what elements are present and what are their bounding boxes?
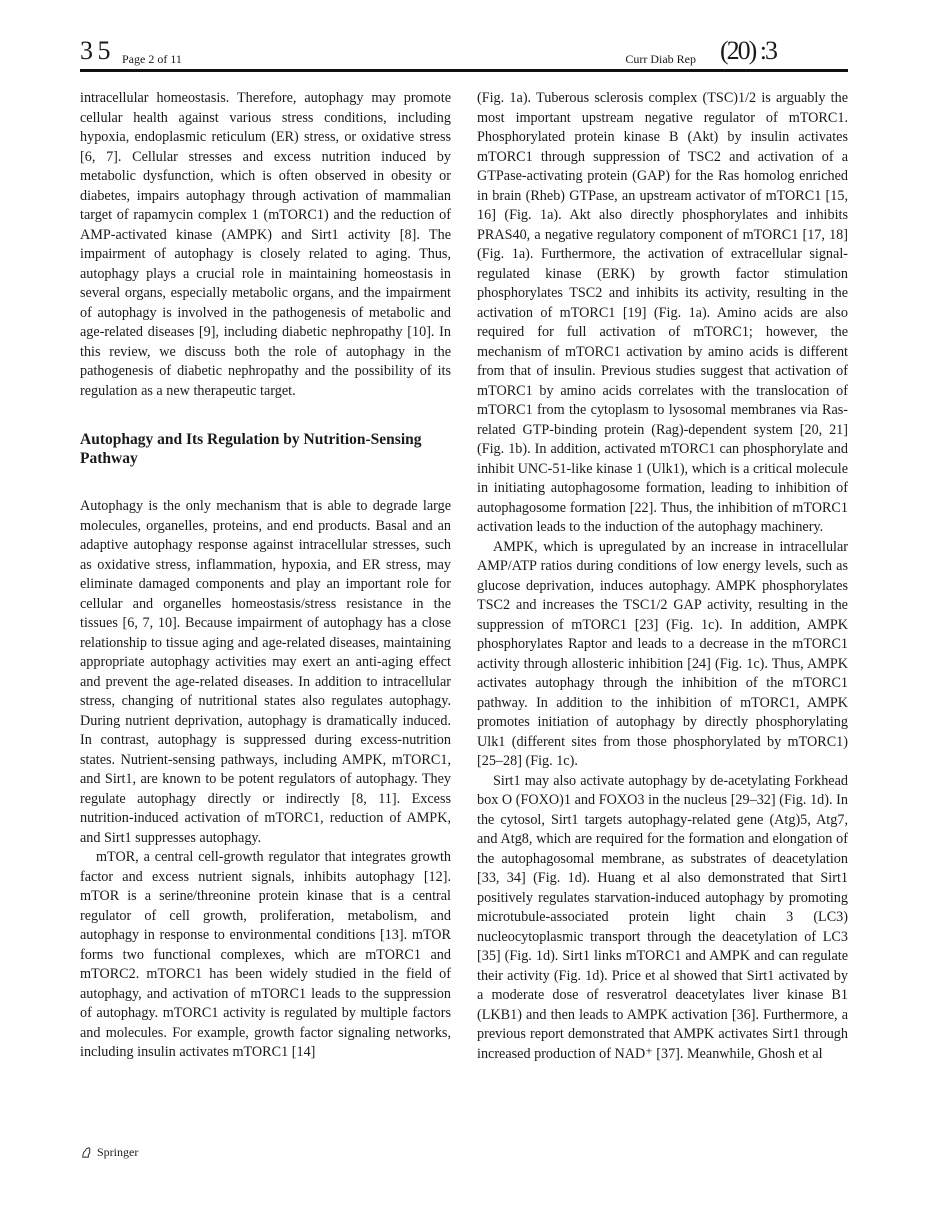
body-paragraph: (Fig. 1a). Tuberous sclerosis complex (TSC)1/2 is arguably the most important upstream negative regulator of mTORC1. Phosphorylated protein kinase B (Akt) by insulin activates mTORC1 through suppression of TSC2 and activation of a GTPase-activating protein (GAP) for the Ras homolog enriched in brain (Rheb) GTPase, an upstream activator of mTORC1 [15, 16] (Fig. 1a). Akt also directly phosphorylates and inhibits PRAS40, a negative regulatory component of mTORC1 [17, 18] (Fig. 1a). Furthermore, the activation of extracellular signal-regulated kinase (ERK) by growth factor stimulation phosphorylates TSC2 and inhibits its activity, resulting in the activation of mTORC1 [19] (Fig. 1a). Amino acids are also required for full activation of mTORC1; however, the mechanism of mTORC1 activation by amino acids is different from that of insulin. Previous studies suggest that activation of mTORC1 by amino acids correlates with the translocation of mTORC1 from the cytoplasm to lysosomal membranes via Ras-related GTP-binding protein (Rag)-dependent system [20, 21] (Fig. 1b). In addition, activated mTORC1 can phosphorylate and inhibit UNC-51-like kinase 1 (Ulk1), which is a critical molecule in initiating autophagosome formation, leading to inhibition of autophagosome formation [22]. Thus, the inhibition of mTORC1 activation leads to the induction of the autophagy machinery. (477, 90, 848, 535)
body-paragraph: Autophagy is the only mechanism that is able to degrade large molecules, organelles, proteins, and end products. Basal and an adaptive autophagy response against intracellular stresses, such as oxidative stress, inflammation, hypoxia, and ER stress, may eliminate damaged components and play an important role for cellular and organelles homeostasis/stress resistance in the tissues [6, 7, 10]. Because impairment of autophagy has a close relationship to tissue aging and age-related diseases, maintaining appropriate autophagy activities may exert an anti-aging effect and prevent the age-related diseases. In addition to intracellular stress, changing of nutritional states also regulates autophagy. During nutrient deprivation, autophagy is dramatically induced. In contrast, autophagy is suppressed during excess-nutrition states. Nutrient-sensing pathways, including AMPK, mTORC1, and Sirt1, are known to be potent regulators of autophagy. They regulate autophagy directly or indirectly [8, 11]. Excess nutrition-induced activation of mTORC1, reduction of AMPK, and Sirt1 suppresses autophagy. (80, 498, 451, 846)
header-rule (80, 69, 848, 72)
left-column (80, 89, 451, 1063)
body-paragraph: AMPK, which is upregulated by an increase in intracellular AMP/ATP ratios during conditions of low energy levels, such as glucose deprivation, induces autophagy. AMPK phosphorylates TSC2 and increases the TSC1/2 GAP activity, resulting in the suppression of mTORC1 [23] (Fig. 1c). In addition, AMPK phosphorylates Raptor and leads to a decrease in the mTORC1 activity through allosteric inhibition [24] (Fig. 1c). Thus, AMPK activates autophagy through the inhibition of the mTORC1 pathway. In addition to the inhibition of mTORC1, AMPK promotes initiation of autophagy by directly phosphorylating Ulk1 (different sites from those phosphorylated by mTORC1) [25–28] (Fig. 1c). (477, 538, 848, 769)
body-paragraph: Sirt1 may also activate autophagy by de-acetylating Forkhead box O (FOXO)1 and FOXO3 in the nucleus [29–32] (Fig. 1d). In the cytosol, Sirt1 targets autophagy-related gene (Atg)5, Atg7, and Atg8, which are required for the formation and elongation of the autophagosomal membrane, as substrates of deacetylation [33, 34] (Fig. 1d). Huang et al also demonstrated that Sirt1 positively regulates starvation-induced autophagy by promoting microtubule-associated protein light chain 3 (LC3) nucleocytoplasmic transport through the deacetylation of LC3 [35] (Fig. 1d). Sirt1 links mTORC1 and AMPK and can regulate their activity (Fig. 1d). Price et al showed that Sirt1 activated by a moderate dose of resveratrol deacetylates liver kinase B1 (LKB1) and then leads to AMPK activation [36]. Furthermore, a previous report demonstrated that AMPK activates Sirt1 through increased production of NAD⁺ [37]. Meanwhile, Ghosh et al (477, 772, 848, 1062)
journal-logo-left: 3 5 (80, 36, 110, 65)
page-header (80, 36, 848, 72)
page-number-label: Page 2 of 11 (122, 52, 182, 66)
page-footer (80, 1145, 138, 1160)
journal-name: Curr Diab Rep (625, 52, 696, 66)
body-paragraph: intracellular homeostasis. Therefore, autophagy may promote cellular health against various stress conditions, including hypoxia, endoplasmic reticulum (ER) stress, or oxidative stress [6, 7]. Cellular stresses and excess nutrition induced by metabolic dysfunction, which is often observed in obesity or diabetes, impairs autophagy through activation of mammalian target of rapamycin complex 1 (mTORC1) and the reduction of AMP-activated kinase (AMPK) and Sirt1 activity [8]. The impairment of autophagy is closely related to aging. Thus, autophagy plays a crucial role in maintaining homeostasis in several organs, especially metabolic organs, and the impairment of autophagy is involved in the pathogenesis of metabolic and age-related diseases [9], including diabetic nephropathy [10]. In this review, we discuss both the role of autophagy in the pathogenesis of diabetic nephropathy and the possibility of its regulation as a new therapeutic target. (80, 90, 451, 399)
journal-logo-right: (20) :3 (719, 36, 776, 65)
section-heading: Autophagy and Its Regulation by Nutrition-Sensing Pathway (80, 431, 422, 467)
body-paragraph: mTOR, a central cell-growth regulator that integrates growth factor and excess nutrient signals, inhibits autophagy [12]. mTOR is a serine/threonine protein kinase that is a central regulator of cell growth, proliferation, metabolism, and autophagy in response to environmental conditions [13]. mTOR forms two functional complexes, which are mTORC1 and mTORC2. mTORC1 has been widely studied in the field of autophagy, and activation of mTORC1 leads to the suppression of autophagy. mTORC1 activity is regulated by multiple factors and molecules. For example, growth factor signaling networks, including insulin activates mTORC1 [14] (80, 849, 451, 1060)
springer-horse-icon (80, 1146, 93, 1159)
right-column (477, 89, 848, 1064)
publisher-name: Springer (97, 1145, 139, 1159)
